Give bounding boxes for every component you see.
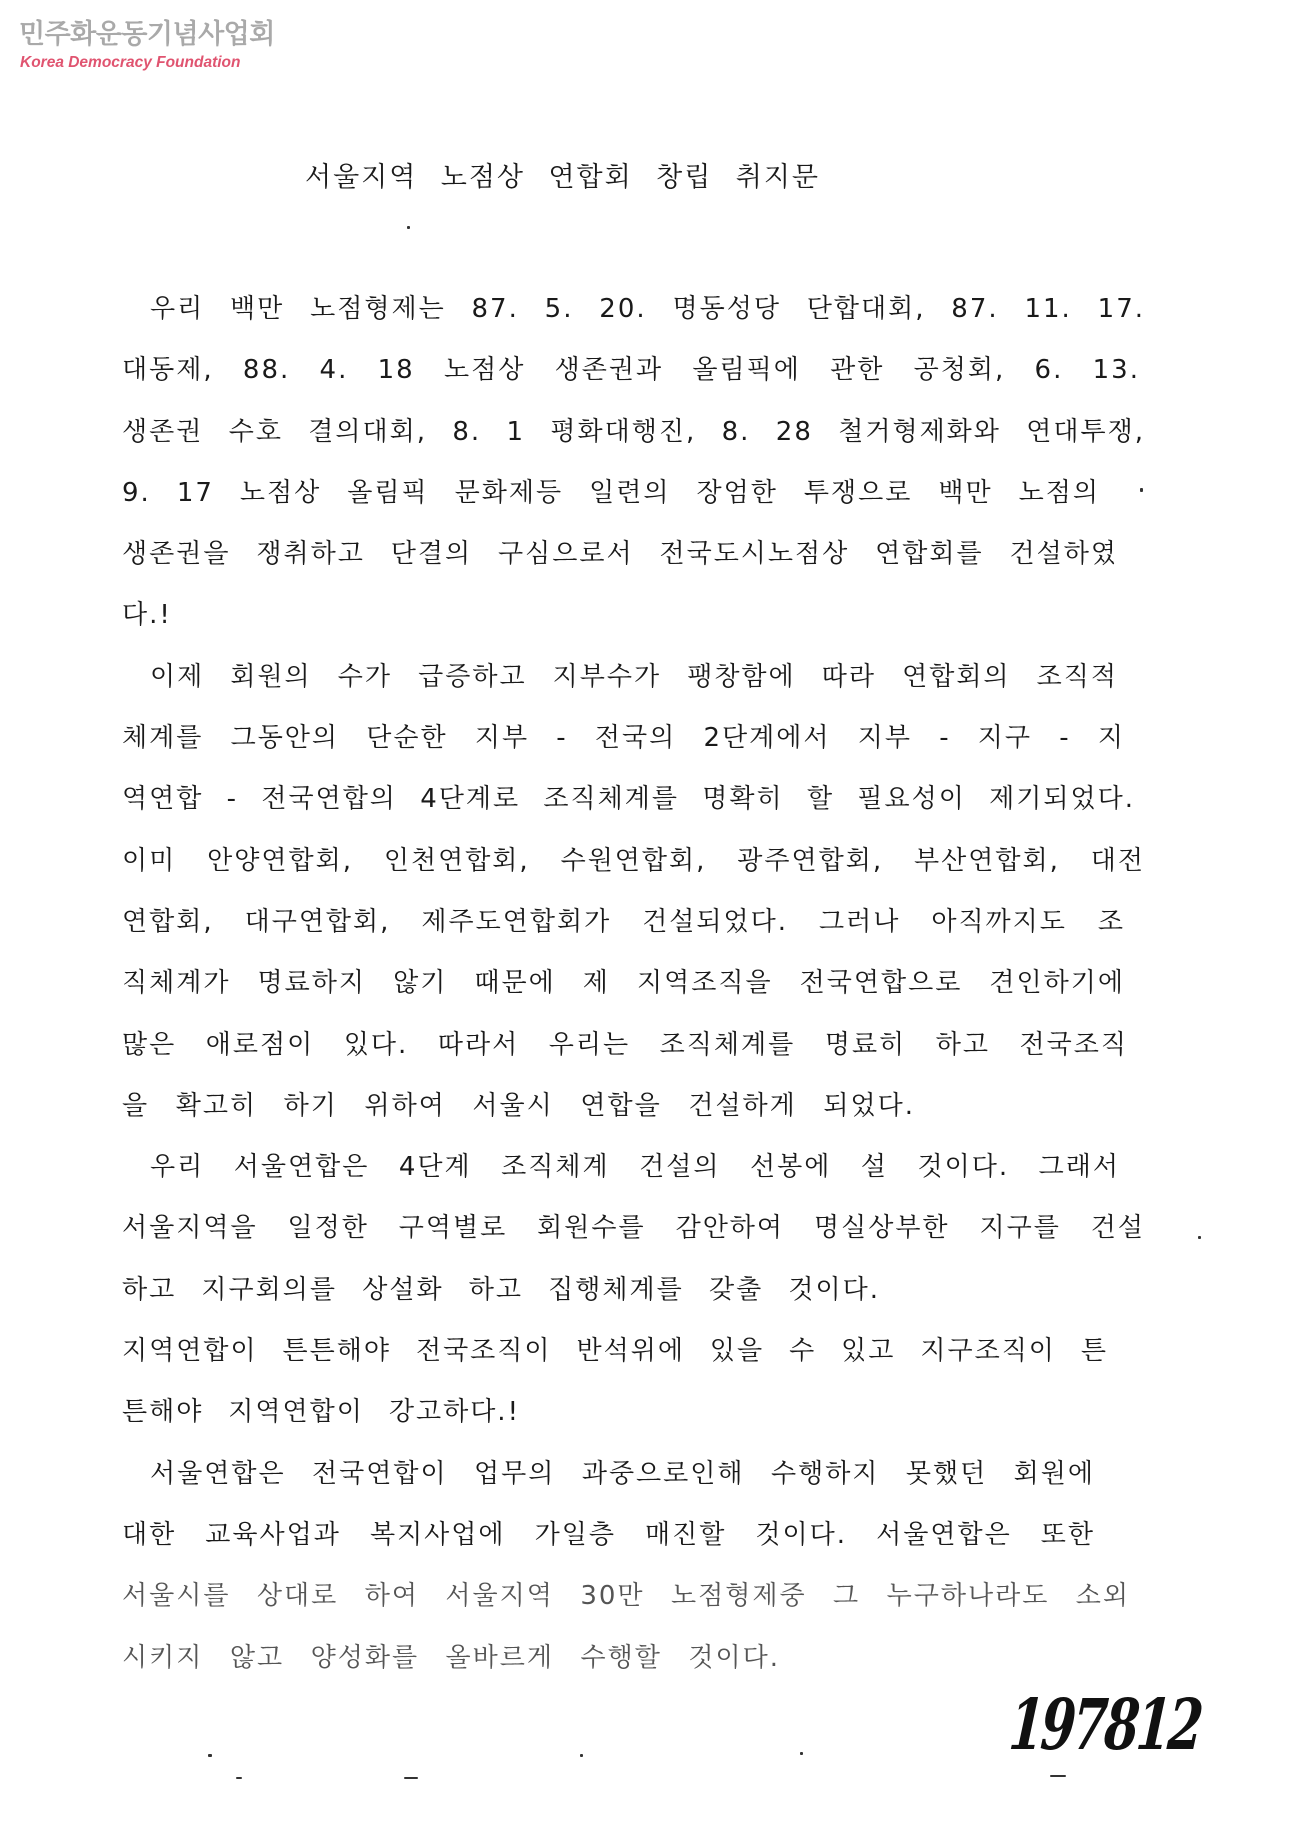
document-body <box>122 279 1152 1689</box>
text-line: 이제 회원의 수가 급증하고 지부수가 팽창함에 따라 연합회의 조직적 <box>150 661 1118 692</box>
text-line: 연합회, 대구연합회, 제주도연합회가 건설되었다. 그러나 아직까지도 조 <box>122 906 1125 937</box>
scan-speck <box>404 1777 418 1779</box>
text-line: 튼해야 지역연합이 강고하다.! <box>122 1397 520 1428</box>
paragraph <box>122 1444 1152 1689</box>
scan-speck <box>580 1754 583 1757</box>
text-line: 많은 애로점이 있다. 따라서 우리는 조직체계를 명료히 하고 전국조직 <box>122 1029 1128 1060</box>
text-line: 하고 지구회의를 상설화 하고 집행체계를 갖출 것이다. <box>122 1274 880 1305</box>
text-line: 서울연합은 전국연합이 업무의 과중으로인해 수행하지 못했던 회원에 <box>150 1458 1095 1489</box>
handwritten-number: 197812 <box>1006 1683 1204 1766</box>
paragraph <box>122 1137 1152 1443</box>
text-line: 서울시를 상대로 하여 서울지역 30만 노점형제중 그 누구하나라도 소외 <box>122 1581 1130 1612</box>
text-line: 지역연합이 튼튼해야 전국조직이 반석위에 있을 수 있고 지구조직이 튼 <box>122 1336 1108 1367</box>
text-line: 역연합 - 전국연합의 4단계로 조직체계를 명확히 할 필요성이 제기되었다. <box>122 784 1135 815</box>
text-line: 대동제, 88. 4. 18 노점상 생존권과 올림픽에 관한 공청회, 6. 13. <box>122 355 1140 386</box>
text-line: 우리 서울연합은 4단계 조직체계 건설의 선봉에 설 것이다. 그래서 <box>150 1152 1120 1183</box>
scan-speck <box>407 226 410 229</box>
text-line: 다.! <box>122 600 172 631</box>
watermark-korean: 민주화운동기념사업회 <box>19 19 275 50</box>
scan-speck <box>236 1777 242 1779</box>
text-line: 이미 안양연합회, 인천연합회, 수원연합회, 광주연합회, 부산연합회, 대전 <box>122 845 1145 876</box>
document-title: 서울지역 노점상 연합회 창립 취지문 <box>305 162 820 193</box>
text-line: 생존권을 쟁취하고 단결의 구심으로서 전국도시노점상 연합회를 건설하였 <box>122 539 1118 570</box>
text-line: 시키지 않고 양성화를 올바르게 수행할 것이다. <box>122 1642 780 1673</box>
text-line: 9. 17 노점상 올림픽 문화제등 일련의 장엄한 투쟁으로 백만 노점의 <box>122 477 1100 508</box>
scan-speck <box>1140 488 1143 492</box>
scan-speck <box>1050 1775 1066 1777</box>
paragraph <box>122 279 1152 647</box>
text-line: 우리 백만 노점형제는 87. 5. 20. 명동성당 단합대회, 87. 11. 17. <box>150 294 1145 324</box>
paragraph <box>122 647 1152 1137</box>
watermark-english: Korea Democracy Foundation <box>20 54 241 71</box>
text-line: 생존권 수호 결의대회, 8. 1 평화대행진, 8. 28 철거형제화와 연대투쟁, <box>122 416 1145 447</box>
text-line: 대한 교육사업과 복지사업에 가일층 매진할 것이다. 서울연합은 또한 <box>122 1519 1095 1550</box>
text-line: 서울지역을 일정한 구역별로 회원수를 감안하여 명실상부한 지구를 건설 <box>122 1213 1145 1244</box>
scan-speck <box>800 1752 803 1755</box>
text-line: 체계를 그동안의 단순한 지부 - 전국의 2단계에서 지부 - 지구 - 지 <box>122 723 1125 754</box>
text-line: 을 확고히 하기 위하여 서울시 연합을 건설하게 되었다. <box>122 1090 915 1121</box>
text-line: 직체계가 명료하지 않기 때문에 제 지역조직을 전국연합으로 견인하기에 <box>122 968 1125 999</box>
scan-speck <box>208 1754 212 1757</box>
scan-speck <box>1198 1236 1201 1239</box>
